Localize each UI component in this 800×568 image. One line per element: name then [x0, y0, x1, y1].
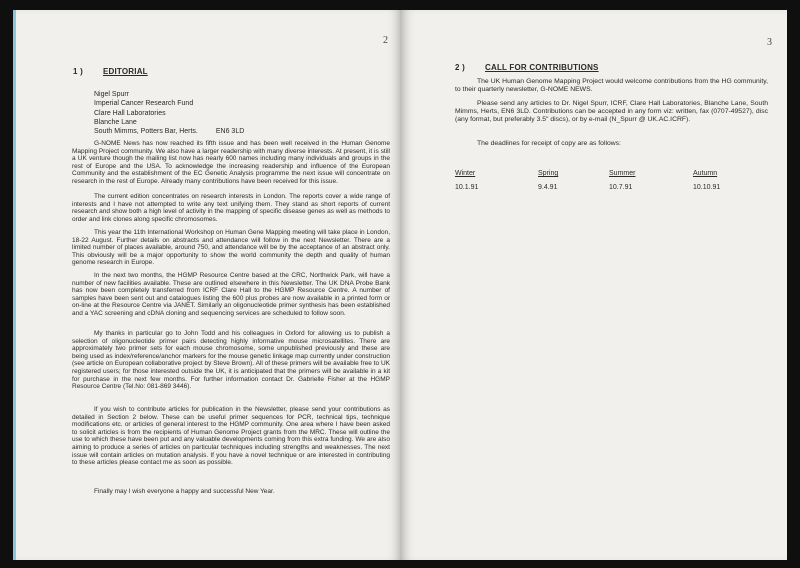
editor-address	[94, 90, 244, 136]
address-line	[94, 127, 244, 136]
editorial-paragraph: The current edition concentrates on research interests in London. The reports cover a wide range of interests and I have not attempted to write any text unifying them. They stand as short reports of current research and show both a high level of activity in the mapping of specific disease genes as well as methods to order and link clones along specific chromosomes.	[72, 193, 390, 223]
editorial-paragraph: In the next two months, the HGMP Resource Centre based at the CRC, Northwick Park, will have a number of new facilities available. These are outlined elsewhere in this Newsletter. The UK DNA Probe Bank has now been completely transferred from ICRF Clare Hall to the HGMP Resource Centre. A number of samples have been sent out and catalogues listing the 600 plus probes are now available in a printed form or on-line at the Resource Centre via JANET. Similarly an oligonucleotide primer synthesis has been established and a YAC screening and cDNA cloning and sequencing services are scheduled to follow soon.	[72, 272, 390, 317]
season-header: Winter	[455, 170, 476, 177]
contributions-paragraph: Please send any articles to Dr. Nigel Spurr, ICRF, Clare Hall Laboratories, Blanche Lane, South Mimms, Herts, EN6 3LD. Contributions can be accepted in any form viz: written, fax (0707-49527), disc (any format, but preferably 3.5" discs), or by e-mail (N_Spurr @ UK.AC.ICRF).	[455, 100, 768, 123]
address-postcode: EN6 3LD	[215, 128, 245, 136]
left-page	[13, 10, 402, 560]
season-header: Spring	[538, 170, 559, 177]
deadlines-intro: The deadlines for receipt of copy are as follows:	[477, 140, 621, 147]
section-number: 1 )	[73, 67, 83, 76]
editorial-paragraph: If you wish to contribute articles for publication in the Newsletter, please send your contributions as detailed in Section 2 below. These can be useful primer sequences for PCR, technical tips, technique modifications etc. or articles of general interest to the HGMP community. One area where I have been asked to solicit articles is from the recipients of Human Genome Project grants from the MRC. These will outline the use to which these have been put and any valuable developments coming from this extra funding. We are also aiming to produce a series of articles on particular techniques including strengths and weaknesses. The next issue will contain articles on mutation analysis. If you have a novel technique or are interested in contributing to these articles please contact me as soon as possible.	[72, 406, 390, 467]
right-page	[400, 10, 787, 560]
editorial-paragraph: G-NOME News has now reached its fifth issue and has been well received in the Human Genome Mapping Project community. We also have a larger readership with many diverse interests. At present, it is still a UK venture though the mailing list now has nearly 600 names including many individuals and groups in the rest of Europe and the USA. To acknowledge the increasing readership and influence of the European Community and the establishment of the EC Genetic Analysis programme the next issue will concentrate on research in the rest of Europe. Already many contributions have been received for this issue.	[72, 140, 390, 185]
address-line: Nigel Spurr	[94, 91, 130, 98]
address-town: South Mimms, Potters Bar, Herts.	[94, 128, 198, 136]
section-title: EDITORIAL	[103, 67, 148, 76]
section-title: CALL FOR CONTRIBUTIONS	[485, 63, 599, 72]
deadlines-date-row	[455, 184, 755, 191]
address-line: Blanche Lane	[94, 118, 137, 126]
editorial-paragraph: This year the 11th International Workshop on Human Gene Mapping meeting will take place in London, 18-22 August. Further details on abstracts and attendance will follow in the next Newsletter. There are a limited number of places available, around 750, and attendance will be by the acceptance of an abstract only. This obviously will be a major opportunity to show the world community the depth and quality of human genome research in Europe.	[72, 229, 390, 267]
deadline-date: 9.4.91	[538, 184, 558, 191]
section-number: 2 )	[455, 63, 465, 72]
deadlines-table	[455, 170, 755, 191]
season-header: Autumn	[693, 170, 718, 177]
editorial-paragraph: My thanks in particular go to John Todd and his colleagues in Oxford for allowing us to publish a selection of oligonucleotide primer pairs detecting highly informative mouse microsatellites. There are approximately two primer sets for each mouse chromosome, some unpublished previously and these are being used as index/reference/anchor markers for the mouse genetic linkage map currently under construction (see article on European collaborative project by Steve Brown). All of these primers will be available free to UK registered users; for those interested outside the UK, it is anticipated that the primers will be available in a kit for purchase in the next few months. For further information contact Dr. Gabrielle Fisher at the HGMP Resource Centre (Tel.No: 081-869 3446).	[72, 330, 390, 391]
section-heading-editorial	[73, 67, 148, 76]
deadlines-header-row	[455, 170, 755, 177]
page-number: 2	[383, 35, 388, 46]
editorial-paragraph: Finally may I wish everyone a happy and successful New Year.	[94, 488, 275, 495]
deadline-date: 10.7.91	[609, 184, 633, 191]
deadline-date: 10.1.91	[455, 184, 479, 191]
contributions-paragraph: The UK Human Genome Mapping Project would welcome contributions from the HG community, to their quarterly newsletter, G-NOME NEWS.	[455, 78, 768, 93]
address-line: Clare Hall Laboratories	[94, 109, 166, 117]
section-heading-contributions	[455, 63, 599, 72]
page-number: 3	[767, 37, 772, 48]
address-line: Imperial Cancer Research Fund	[94, 100, 194, 108]
deadline-date: 10.10.91	[693, 184, 721, 191]
season-header: Summer	[609, 170, 636, 177]
